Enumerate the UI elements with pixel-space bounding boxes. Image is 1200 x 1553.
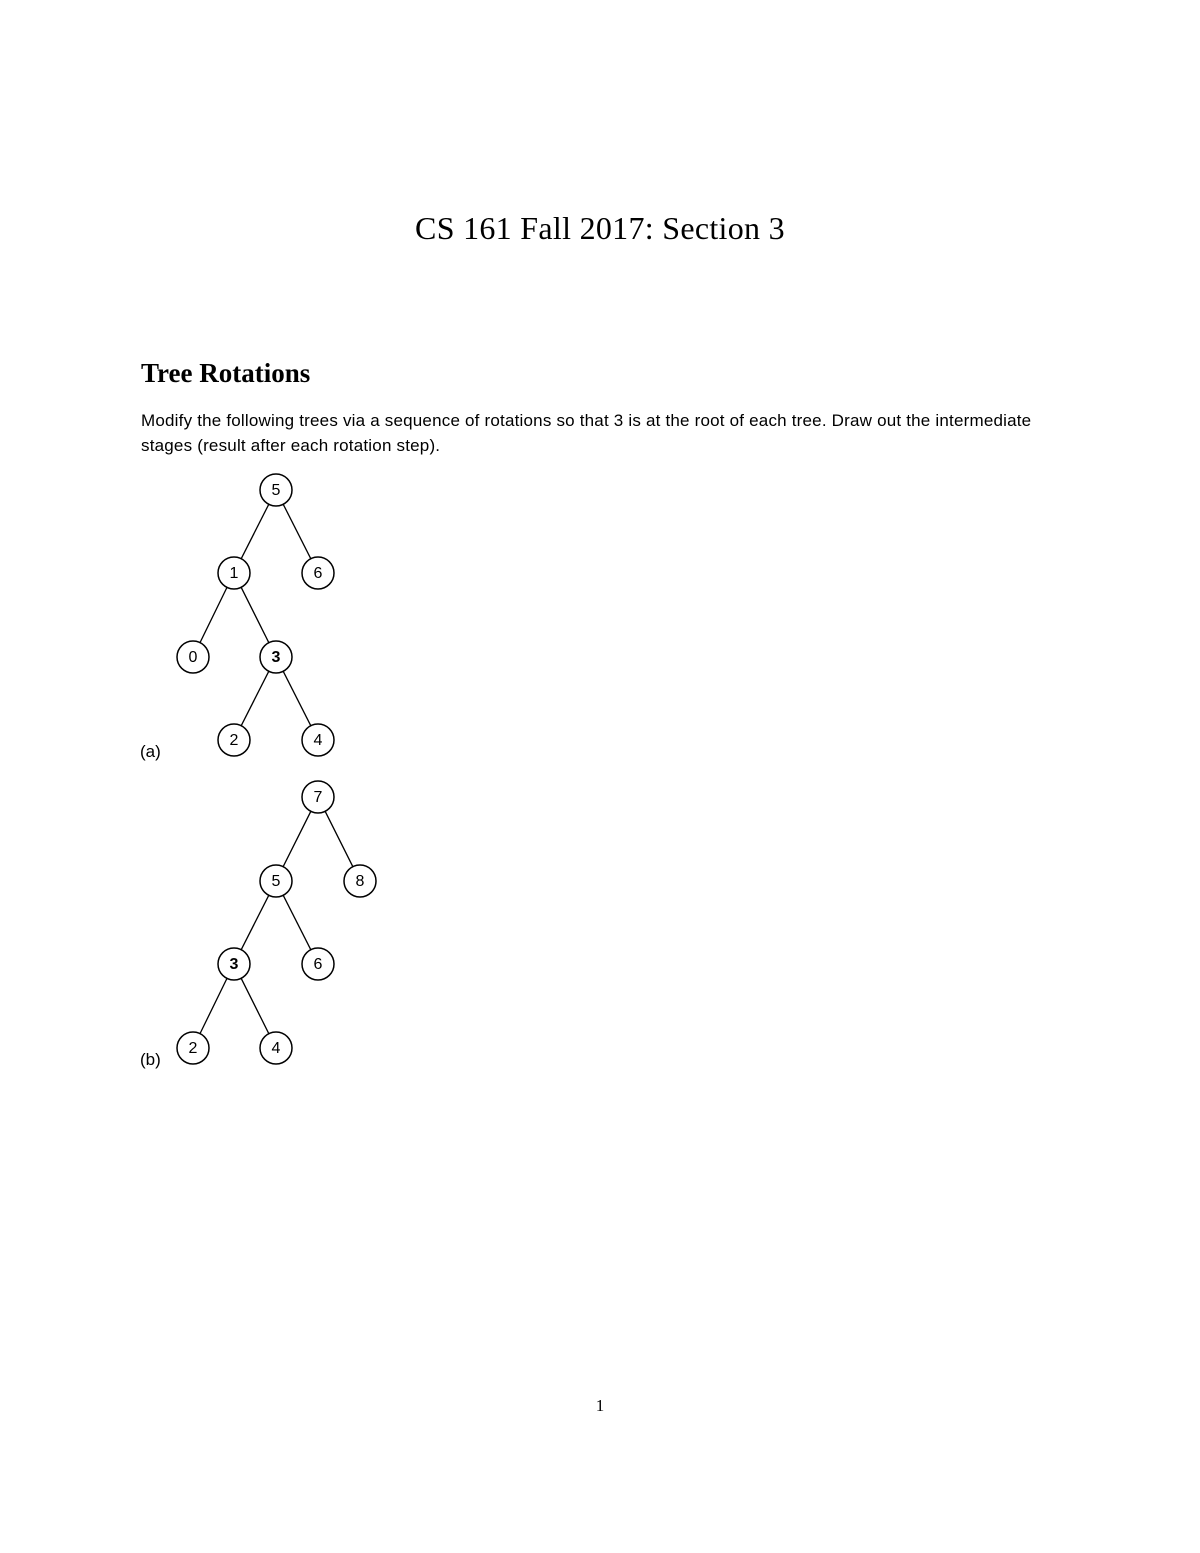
tree-edge	[241, 504, 269, 558]
tree-edge	[241, 895, 269, 949]
tree-node-label: 7	[313, 789, 323, 806]
tree-node	[218, 724, 250, 756]
tree-edge	[241, 671, 269, 725]
tree-node-label: 5	[271, 873, 281, 890]
tree-node	[177, 1032, 209, 1064]
tree-node	[302, 948, 334, 980]
tree-node	[260, 641, 292, 673]
tree-figure-b	[140, 781, 376, 1069]
tree-node-label: 5	[271, 482, 281, 499]
figure-label: (b)	[140, 1050, 161, 1069]
tree-node-label: 3	[271, 649, 281, 666]
tree-node-label: 2	[229, 732, 239, 749]
tree-node	[260, 474, 292, 506]
tree-edge	[200, 587, 227, 642]
tree-node	[260, 865, 292, 897]
tree-edge	[283, 811, 311, 866]
tree-edge	[200, 978, 227, 1033]
tree-node-label: 4	[271, 1040, 281, 1057]
tree-edge	[283, 504, 311, 558]
tree-edge	[283, 671, 311, 725]
tree-edge	[241, 587, 269, 642]
page-number: 1	[595, 1396, 605, 1415]
tree-node-label: 0	[188, 649, 198, 666]
tree-node-label: 8	[355, 873, 365, 890]
tree-node-label: 6	[313, 956, 323, 973]
section-heading: Tree Rotations	[141, 358, 311, 388]
tree-node	[344, 865, 376, 897]
tree-node	[302, 781, 334, 813]
instructions-paragraph: Modify the following trees via a sequence of rotations so that 3 is at the root of each tree. Draw out the intermediate stages (result after each rotation step).	[141, 411, 1032, 455]
tree-node-label: 1	[229, 565, 239, 582]
tree-node-label: 2	[188, 1040, 198, 1057]
tree-node	[177, 641, 209, 673]
tree-node	[302, 557, 334, 589]
tree-node-label: 4	[313, 732, 323, 749]
tree-node-label: 3	[229, 956, 239, 973]
tree-node	[218, 557, 250, 589]
tree-node	[218, 948, 250, 980]
tree-edge	[283, 895, 311, 949]
tree-node-label: 6	[313, 565, 323, 582]
tree-node	[260, 1032, 292, 1064]
document-title: CS 161 Fall 2017: Section 3	[415, 210, 785, 246]
tree-figure-a	[140, 474, 334, 761]
figure-label: (a)	[140, 742, 161, 761]
tree-edge	[241, 978, 269, 1033]
tree-edge	[325, 811, 353, 866]
tree-node	[302, 724, 334, 756]
